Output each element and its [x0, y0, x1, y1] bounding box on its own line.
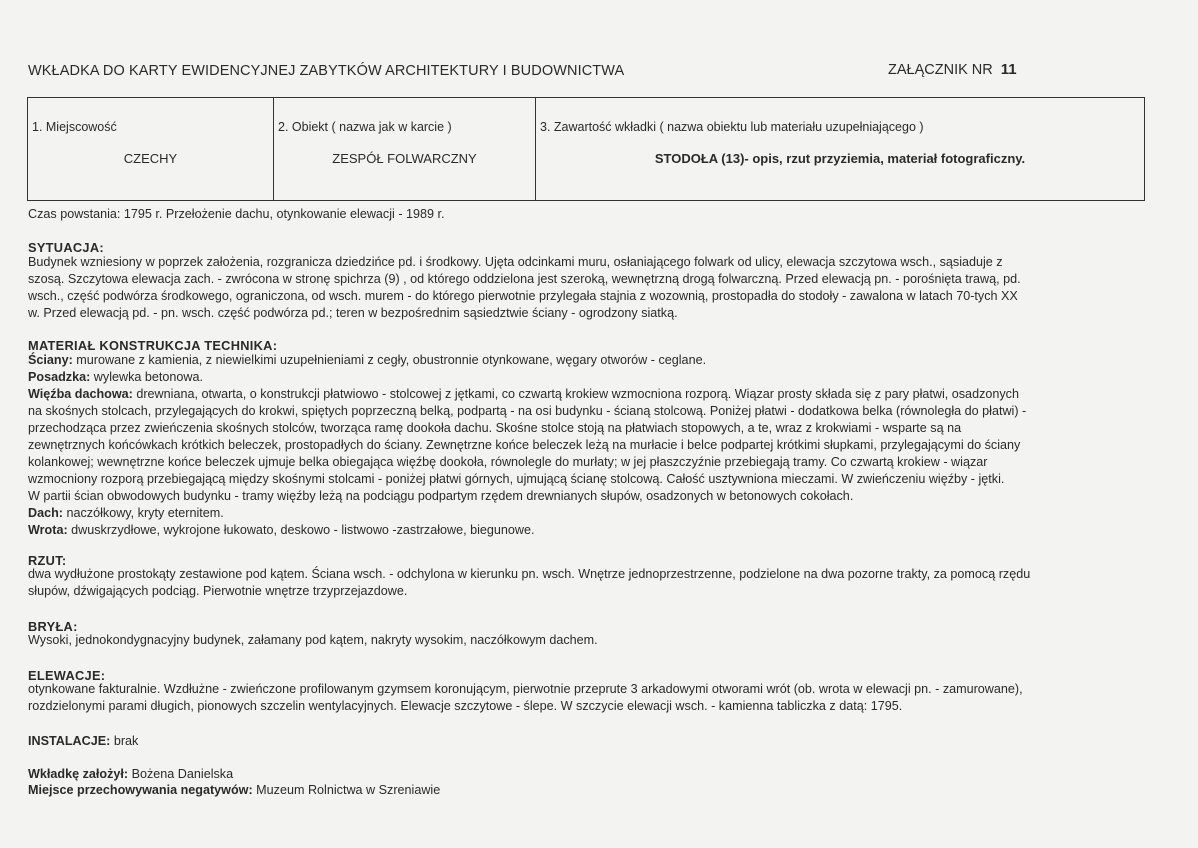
- info-table: [27, 97, 1145, 201]
- roof-label: Dach:: [28, 506, 63, 520]
- contents-cell: [536, 98, 1144, 200]
- roof-truss-line: na skośnych stolcach, przylegających do krokwi, spiętych poprzeczną belką, podpartą - na osi budynku - ścianą stolcową. Poniżej płatwi - dodatkowa belka (równoległa do płatwi) -: [28, 404, 1027, 418]
- sytuacja-line: Budynek wzniesiony w poprzek założenia, rozgranicza dziedzińce pd. i środkowy. Ujęta odcinkami muru, osłaniającego folwark od ulicy, elewacja szczytowa wsch., sąsiaduje z: [28, 255, 1003, 269]
- walls-line: [28, 352, 1153, 369]
- origin-date: Czas powstania: 1795 r. Przełożenie dachu, otynkowanie elewacji - 1989 r.: [28, 207, 445, 221]
- material-text: [28, 352, 1153, 539]
- annex-number: 11: [1000, 61, 1017, 78]
- locality-value: CZECHY: [123, 151, 178, 166]
- locality-cell: [28, 98, 274, 200]
- roof-truss-line: W partii ścian obwodowych budynku - tramy więźby leżą na podciągu podpartym rzędem drewnianych słupów, osadzonych w betonowych cokołach.: [28, 489, 854, 503]
- instalacje-label: INSTALACJE:: [28, 734, 111, 748]
- roof-truss-text: drewniana, otwarta, o konstrukcji płatwiowo - stolcowej z jętkami, co czwartą krokiew wzmocniona rozporą. Wiązar prosty składa się z pary płatwi, osadzonych: [132, 387, 1019, 401]
- bryla-heading: BRYŁA:: [28, 619, 78, 634]
- rzut-heading: RZUT:: [28, 553, 67, 568]
- contents-heading: 3. Zawartość wkładki ( nazwa obiektu lub materiału uzupełniającego ): [540, 120, 924, 134]
- roof-truss-line: kolankowej; wewnętrzne końce beleczek ujmuje belka obiegająca więźbę dookoła, równolegle do murłaty; w jej płaszczyźnie przebiegają tramy. Co czwartą krokiew - wiązar: [28, 455, 988, 469]
- document-title: WKŁADKA DO KARTY EWIDENCYJNEJ ZABYTKÓW ARCHITEKTURY I BUDOWNICTWA: [28, 63, 625, 79]
- locality-heading: 1. Miejscowość: [32, 120, 117, 134]
- walls-text: murowane z kamienia, z niewielkimi uzupełnieniami z cegły, obustronnie otynkowane, węgary otworów - ceglane.: [72, 353, 707, 367]
- elewacje-text: [28, 681, 1153, 715]
- roof-truss-line: [28, 386, 1153, 403]
- storage-place: Muzeum Rolnictwa w Szreniawie: [252, 783, 441, 797]
- contents-value: STODOŁA (13)- opis, rzut przyziemia, materiał fotograficzny.: [654, 151, 1026, 166]
- floor-text: wylewka betonowa.: [90, 370, 204, 384]
- rzut-text: [28, 566, 1153, 600]
- floor-label: Posadzka:: [28, 370, 91, 384]
- roof-truss-line: zewnętrznych końcówkach krótkich beleczek, prostopadłych do ściany. Zewnętrzne końce beleczek leżą na murłacie i belce podpartej krótkimi słupkami, przylegającymi do ściany: [28, 438, 1021, 452]
- roof-truss-line: wzmocniony rozporą przebiegającą między skośnymi stolcami - poniżej płatwi górnych, ujmującą ścianę stolcową. Całość usztywniona mieczami. W zwieńczeniu więźby - jętki.: [28, 472, 1005, 486]
- sytuacja-text: [28, 254, 1153, 322]
- storage-label: Miejsce przechowywania negatywów:: [28, 783, 253, 797]
- elewacje-line: rozdzielonymi parami długich, pionowych szczelin wentylacyjnych. Elewacje szczytowe - ślepe. W szczycie elewacji wsch. - kamienna tabliczka z datą: 1795.: [28, 699, 903, 713]
- roof-text: naczółkowy, kryty eternitem.: [63, 506, 224, 520]
- object-heading: 2. Obiekt ( nazwa jak w karcie ): [278, 120, 452, 134]
- roof-line: [28, 505, 1153, 522]
- instalacje-text: brak: [110, 734, 139, 748]
- object-value: ZESPÓŁ FOLWARCZNY: [332, 151, 477, 166]
- annex-label: ZAŁĄCZNIK NR: [888, 62, 993, 78]
- gate-text: dwuskrzydłowe, wykrojone łukowato, deskowo - listwowo -zastrzałowe, biegunowe.: [67, 523, 535, 537]
- roof-truss-line: przechodząca przez zwieńczenia skośnych stolców, tworząca ramę dookoła dachu. Skośne stolce stoją na płatwiach stopowych, a te, wraz z krokwiami - wsparte są na: [28, 421, 962, 435]
- material-heading: MATERIAŁ KONSTRUKCJA TECHNIKA:: [28, 338, 278, 353]
- storage-line: [28, 782, 440, 799]
- elewacje-line: otynkowane fakturalnie. Wzdłużne - zwieńczone profilowanym gzymsem koronującym, pierwotnie przeprute 3 arkadowymi otworami wrót (ob. wrota w elewacji pn. - zamurowane),: [28, 682, 1023, 696]
- gate-label: Wrota:: [28, 523, 68, 537]
- sytuacja-line: szosą. Szczytowa elewacja zach. - zwrócona w stronę spichrza (9) , od którego oddzielona jest szeroką, wewnętrzną drogą folwarczną. Przed elewacją pn. - porośnięta trawą, pd.: [28, 272, 1021, 286]
- sytuacja-heading: SYTUACJA:: [28, 240, 104, 255]
- elewacje-heading: ELEWACJE:: [28, 668, 106, 683]
- floor-line: [28, 369, 1153, 386]
- rzut-line: dwa wydłużone prostokąty zestawione pod kątem. Ściana wsch. - odchylona w kierunku pn. wsch. Wnętrze jednoprzestrzenne, podzielone na dwa pozorne trakty, za pomocą rzędu: [28, 567, 1031, 581]
- annex-number-block: [888, 61, 1017, 78]
- bryla-text: Wysoki, jednokondygnacyjny budynek, załamany pod kątem, nakryty wysokim, naczółkowym dachem.: [28, 633, 598, 647]
- sytuacja-line: w. Przed elewacją pd. - pn. wsch. część podwórza pd.; teren w bezpośrednim sąsiedztwie ściany - ogrodzony siatką.: [28, 306, 678, 320]
- walls-label: Ściany:: [28, 353, 73, 367]
- author-label: Wkładkę założył:: [28, 767, 129, 781]
- gate-line: [28, 522, 1153, 539]
- instalacje-line: [28, 733, 138, 750]
- sytuacja-line: wsch., część podwórza środkowego, ograniczona, od wsch. murem - do którego pierwotnie przylegała stajnia z wozownią, prostopadła do stodoły - zawalona w latach 70-tych XX: [28, 289, 1018, 303]
- object-cell: [274, 98, 536, 200]
- author-name: Bożena Danielska: [128, 767, 234, 781]
- rzut-line: słupów, dźwigających podciąg. Pierwotnie wnętrze trzyprzejazdowe.: [28, 584, 408, 598]
- author-line: [28, 766, 233, 783]
- roof-truss-label: Więźba dachowa:: [28, 387, 133, 401]
